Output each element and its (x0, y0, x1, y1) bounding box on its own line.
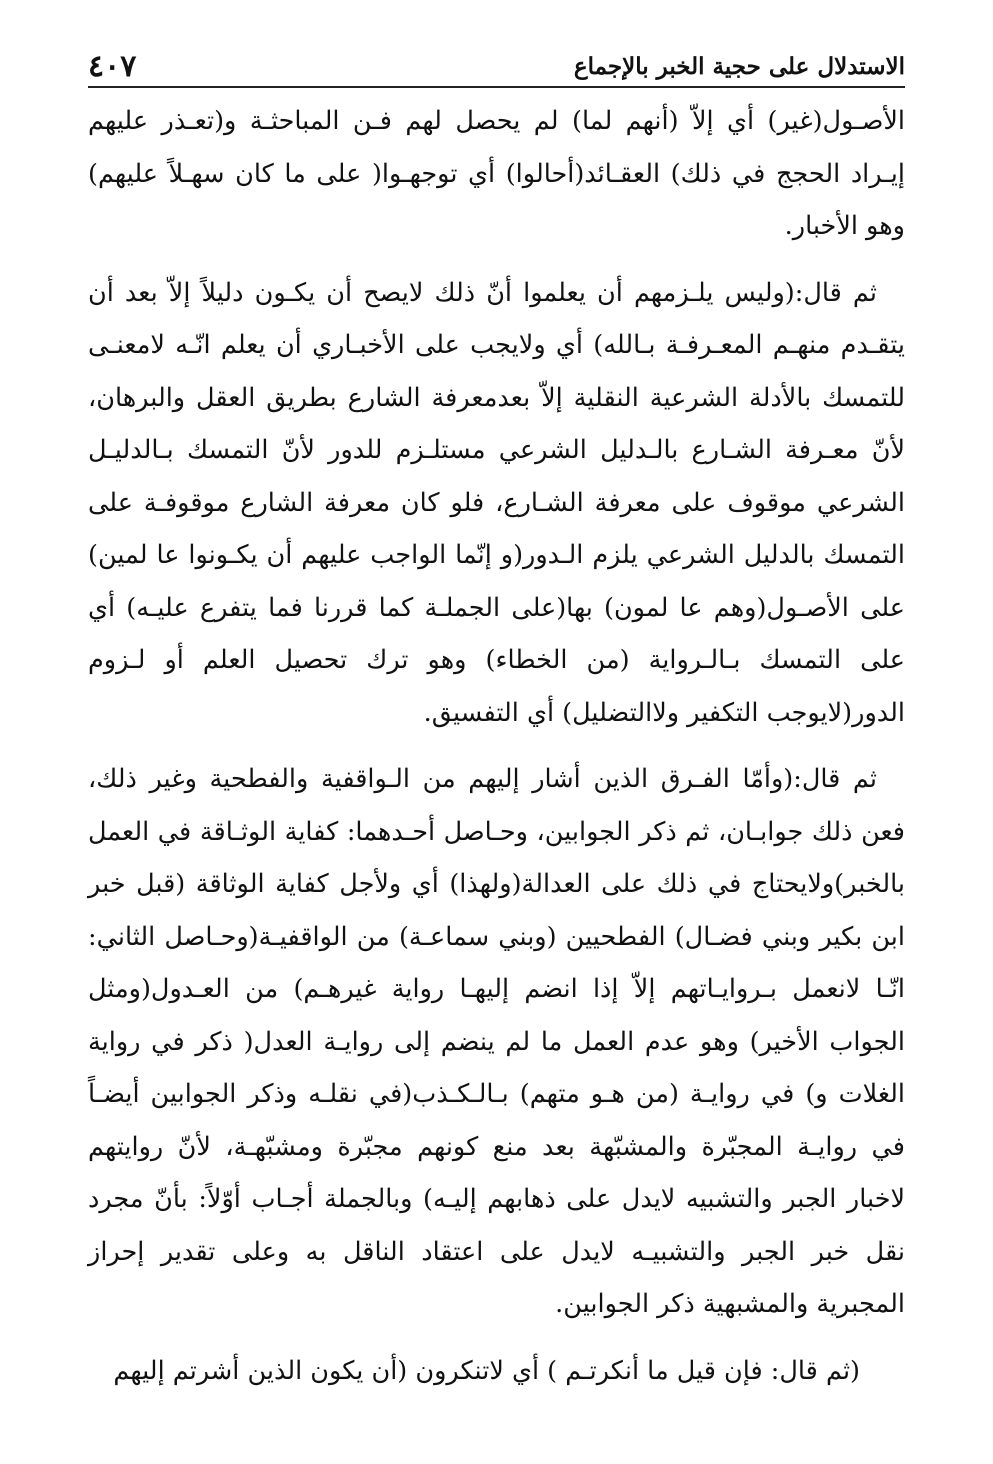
paragraph: (ثم قال: فإن قيل ما أنكرتـم ) أي لاتنكرون (أن يكون الذين أشرتم إليهم (113, 1355, 860, 1386)
page-header (88, 38, 905, 82)
header-rule (88, 86, 905, 88)
paragraph: الأصـول(غير) أي إلاّ (أنهم لما) لم يحصل لهم فـن المباحثـة و(تعـذر عليهم إيـراد الحجج في ذلك) العقـائد(أحالوا) أي توجهـوا( على ما كان سهـلاً عليهم) وهو الأخبار. (88, 106, 905, 241)
paragraph: ثم قال:(وأمّا الفـرق الذين أشار إليهم من الـواقفية والفطحية وغير ذلك، فعن ذلك جوابـان، ثم ذكر الجوابين، وحـاصل أحـدهما: كفاية الوثـاقة في العمل بالخبر)ولايحتاج في ذلك على العدالة(ولهذا) أي ولأجل كفاية الوثاقة (قبل خبر ابن بكير وبني فضـال) الفطحيين (وبني سماعـة) من الواقفيـة(وحـاصل الثاني: انّـا لانعمل بـروايـاتهم إلاّ إذا انضم إليهـا رواية غيرهـم) من العـدول(ومثل الجواب الأخير) وهو عدم العمل ما لم ينضم إلى روايـة العدل( ذكر في رواية الغلات و) في روايـة (من هـو متهم) بـالـكـذب(في نقلـه وذكر الجوابين أيضـاً في روايـة المجبّرة والمشبّهة بعد منع كونهم مجبّرة ومشبّهـة، لأنّ روايتهم لاخبار الجبر والتشبيه لايدل على ذهابهم إليـه) وبالجملة أجـاب أوّلاً: بأنّ مجرد نقل خبر الجبر والتشبيـه لايدل على اعتقاد الناقل به وعلى تقدير إحراز المجبرية والمشبهية ذكر الجوابين. (88, 764, 905, 1319)
page-number: ٤٠٧ (88, 49, 137, 84)
body-text (88, 95, 905, 1397)
paragraph: ثم قال:(وليس يلـزمهم أن يعلموا أنّ ذلك لايصح أن يكـون دليلاً إلاّ بعد أن يتقـدم منهـم المعـرفـة بـالله) أي ولايجب على الأخبـاري أن يعلم انّـه لامعنـى للتمسك بالأدلة الشرعية النقلية إلاّ بعدمعرفة الشارع بطريق العقل والبرهان، لأنّ معـرفة الشـارع بالـدليل الشرعي مستلـزم للدور لأنّ التمسك بـالدليـل الشرعي موقوف على معرفة الشـارع، فلو كان معرفة الشارع موقوفـة على التمسك بالدليل الشرعي يلزم الـدور(و إنّما الواجب عليهم أن يكـونوا عا لمين) على الأصـول(وهم عا لمون) بها(على الجملـة كما قررنا فما يتفرع عليـه) أي على التمسك بـالـرواية (من الخطاء) وهو ترك تحصيل العلم أو لـزوم الدور(لايوجب التكفير ولاالتضليل) أي التفسيق. (88, 277, 906, 728)
running-title: الاستدلال على حجية الخبر بالإجماع (573, 53, 905, 80)
